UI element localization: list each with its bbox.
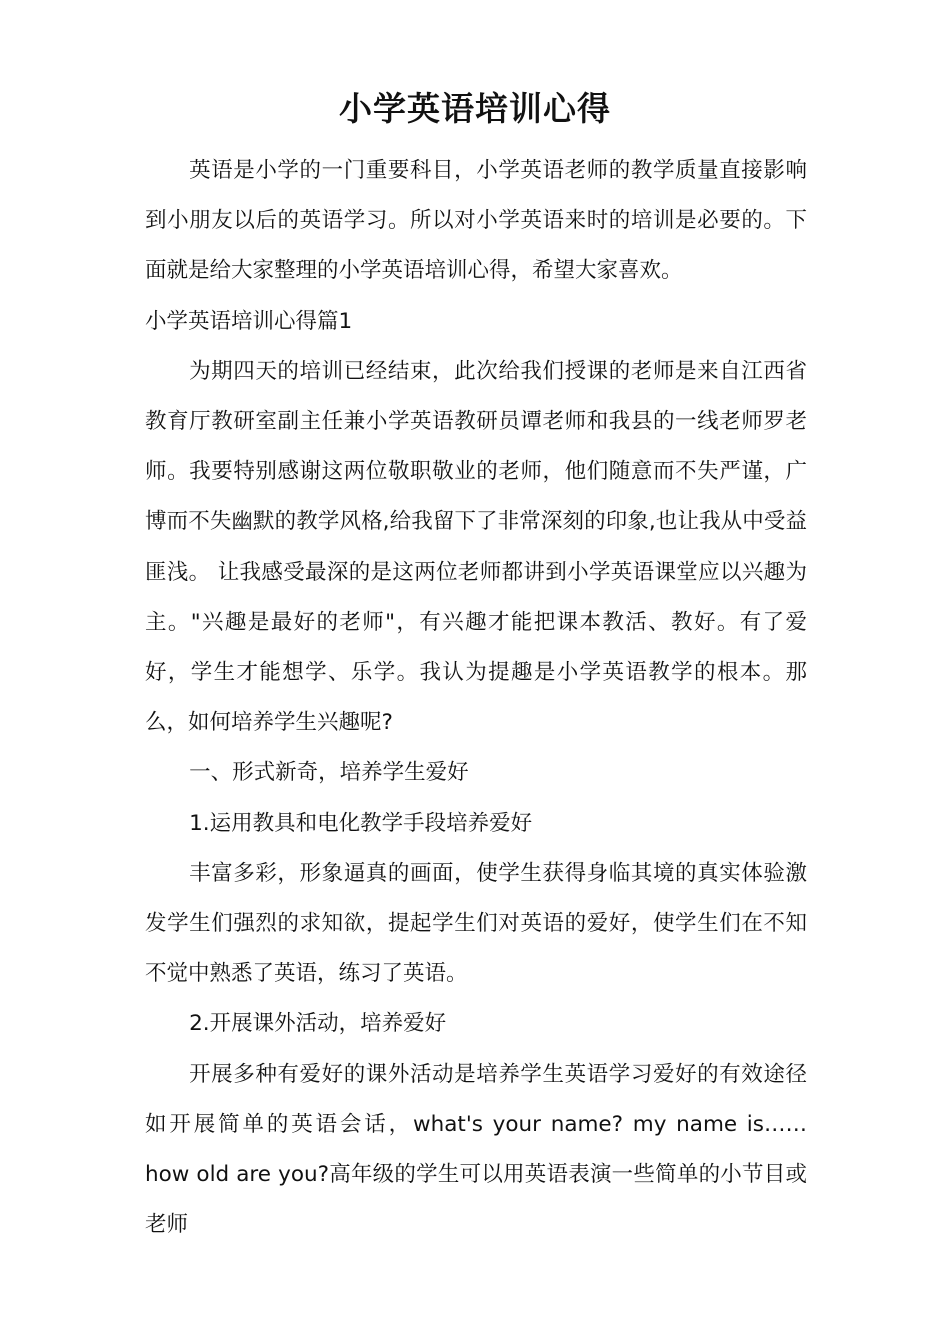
document-title: 小学英语培训心得 — [339, 89, 611, 128]
subheading-form-novelty: 一、形式新奇，培养学生爱好 — [189, 760, 469, 786]
paragraph-teaching-aids: 丰富多彩，形象逼真的画面，使学生获得身临其境的真实体验激发学生们强烈的求知欲，提起学生们对英语的爱好，使学生们在不知不觉中熟悉了英语，练习了英语。 — [145, 860, 807, 987]
paragraph-intro: 英语是小学的一门重要科目，小学英语老师的教学质量直接影响到小朋友以后的英语学习。所以对小学英语来时的培训是必要的。下面就是给大家整理的小学英语培训心得，希望大家喜欢。 — [145, 158, 807, 284]
section-heading: 小学英语培训心得篇1 — [145, 308, 353, 334]
subheading-extracurricular: 2.开展课外活动，培养爱好 — [189, 1011, 447, 1037]
subheading-teaching-aids: 1.运用教具和电化教学手段培养爱好 — [189, 810, 533, 836]
paragraph-extracurricular: 开展多种有爱好的课外活动是培养学生英语学习爱好的有效途径如开展简单的英语会话，what's your name? my name is…… how old are you?高年级的学生可以用英语表演一些简单的小节目或老师 — [145, 1061, 807, 1238]
document-body — [145, 146, 807, 1250]
paragraph-training-reflection: 为期四天的培训已经结束，此次给我们授课的老师是来自江西省教育厅教研室副主任兼小学英语教研员谭老师和我县的一线老师罗老师。我要特别感谢这两位敬职敬业的老师，他们随意而不失严谨，广博而不失幽默的教学风格,给我留下了非常深刻的印象,也让我从中受益匪浅。 让我感受最深的是这两位老师都讲到小学英语课堂应以兴趣为主。"兴趣是最好的老师"，有兴趣才能把课本教活、教好。有了爱好，学生才能想学、乐学。我认为提趣是小学英语教学的根本。那么，如何培养学生兴趣呢? — [145, 358, 807, 736]
